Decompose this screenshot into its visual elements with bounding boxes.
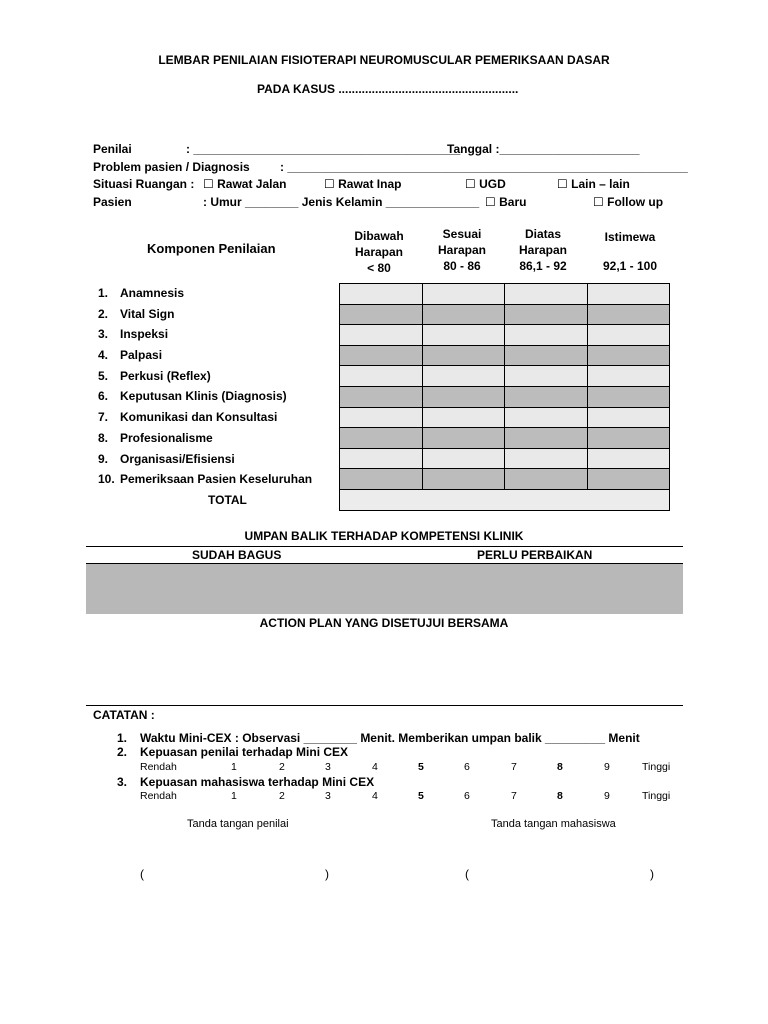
feedback-box[interactable] bbox=[86, 564, 683, 614]
table-row bbox=[340, 345, 670, 366]
column-header-line: 80 - 86 bbox=[443, 259, 481, 273]
checkbox-icon: ☐ bbox=[557, 177, 568, 191]
score-cell[interactable] bbox=[505, 407, 588, 428]
score-cell[interactable] bbox=[422, 325, 505, 346]
checkbox-icon: ☐ bbox=[203, 177, 214, 191]
score-cell[interactable] bbox=[587, 345, 670, 366]
score-cell[interactable] bbox=[340, 304, 423, 325]
column-header-line: 92,1 - 100 bbox=[602, 259, 658, 273]
note-time[interactable]: Waktu Mini-CEX : Observasi ________ Menit. Memberikan umpan balik _________ Menit bbox=[140, 731, 640, 745]
scale-option[interactable]: 7 bbox=[511, 761, 517, 773]
row-label-keputusan-klinis: Keputusan Klinis (Diagnosis) bbox=[120, 389, 287, 403]
scale-option[interactable]: 8 bbox=[557, 790, 563, 802]
note-number: 3. bbox=[117, 775, 128, 789]
table-row bbox=[340, 469, 670, 490]
column-header-diatas bbox=[499, 226, 587, 274]
scale-option[interactable]: 9 bbox=[604, 761, 610, 773]
score-cell[interactable] bbox=[422, 386, 505, 407]
table-row bbox=[340, 304, 670, 325]
option-label: Rawat Inap bbox=[338, 177, 402, 191]
row-number: 10. bbox=[98, 472, 115, 486]
score-cell[interactable] bbox=[422, 407, 505, 428]
situasi-label: Situasi Ruangan : bbox=[93, 177, 195, 191]
score-cell[interactable] bbox=[340, 386, 423, 407]
score-cell[interactable] bbox=[340, 428, 423, 449]
tanggal-field[interactable]: Tanggal :_____________________ bbox=[447, 142, 640, 156]
note-assessor-satisfaction: Kepuasan penilai terhadap Mini CEX bbox=[140, 745, 349, 759]
scale-option[interactable]: 7 bbox=[511, 790, 517, 802]
score-cell[interactable] bbox=[340, 469, 423, 490]
score-cell[interactable] bbox=[422, 304, 505, 325]
column-header-line: 86,1 - 92 bbox=[519, 259, 567, 273]
scale-option[interactable]: 4 bbox=[372, 790, 378, 802]
note-student-satisfaction: Kepuasan mahasiswa terhadap Mini CEX bbox=[140, 775, 375, 789]
checkbox-icon: ☐ bbox=[324, 177, 335, 191]
row-label-palpasi: Palpasi bbox=[120, 348, 163, 362]
pasien-label: Pasien bbox=[93, 195, 132, 209]
table-row bbox=[340, 448, 670, 469]
komponen-header: Komponen Penilaian bbox=[147, 241, 276, 256]
score-cell[interactable] bbox=[422, 448, 505, 469]
checkbox-icon: ☐ bbox=[593, 195, 604, 209]
penilai-field[interactable]: : ________________________________________ bbox=[186, 142, 461, 156]
checkbox-icon: ☐ bbox=[465, 177, 476, 191]
student-signature-close: ) bbox=[650, 867, 654, 881]
notes-title: CATATAN : bbox=[93, 708, 155, 722]
score-cell[interactable] bbox=[422, 469, 505, 490]
table-row bbox=[340, 386, 670, 407]
total-cell[interactable] bbox=[339, 489, 670, 511]
divider bbox=[86, 705, 683, 706]
action-plan-title: ACTION PLAN YANG DISETUJUI BERSAMA bbox=[259, 616, 509, 630]
row-label-perkusi: Perkusi (Reflex) bbox=[120, 369, 211, 383]
student-signature-label: Tanda tangan mahasiswa bbox=[491, 818, 616, 830]
row-label-organisasi: Organisasi/Efisiensi bbox=[120, 452, 235, 466]
row-number: 8. bbox=[98, 431, 109, 445]
option-label: UGD bbox=[479, 177, 506, 191]
option-label: Rawat Jalan bbox=[217, 177, 287, 191]
score-cell[interactable] bbox=[505, 304, 588, 325]
column-header-istimewa bbox=[586, 229, 674, 274]
total-label: TOTAL bbox=[208, 493, 247, 507]
row-number: 7. bbox=[98, 410, 109, 424]
column-header-line bbox=[586, 245, 674, 258]
option-rawat-inap[interactable] bbox=[324, 177, 401, 191]
option-baru[interactable] bbox=[485, 195, 526, 209]
row-number: 1. bbox=[98, 286, 109, 300]
scale-high-label: Tinggi bbox=[642, 790, 671, 802]
option-label: Lain – lain bbox=[571, 177, 630, 191]
column-header-line: < 80 bbox=[367, 261, 391, 275]
note-number: 1. bbox=[117, 731, 128, 745]
case-line: PADA KASUS ...................................................... bbox=[257, 82, 519, 96]
score-cell[interactable] bbox=[422, 284, 505, 305]
problem-label: Problem pasien / Diagnosis bbox=[93, 160, 250, 174]
score-cell[interactable] bbox=[587, 386, 670, 407]
score-cell[interactable] bbox=[505, 469, 588, 490]
score-cell[interactable] bbox=[505, 428, 588, 449]
table-row bbox=[340, 284, 670, 305]
score-cell[interactable] bbox=[505, 325, 588, 346]
improve-header: PERLU PERBAIKAN bbox=[477, 548, 593, 562]
scale-option[interactable]: 1 bbox=[231, 790, 237, 802]
score-cell[interactable] bbox=[505, 386, 588, 407]
problem-field[interactable]: : ____________________________________________________________ bbox=[280, 160, 688, 174]
score-cell[interactable] bbox=[340, 366, 423, 387]
column-header-line: Harapan bbox=[354, 245, 404, 259]
option-label: Baru bbox=[499, 195, 527, 209]
option-lain[interactable] bbox=[557, 177, 630, 191]
page-title: LEMBAR PENILAIAN FISIOTERAPI NEUROMUSCULAR PEMERIKSAAN DASAR bbox=[158, 53, 610, 67]
penilai-label: Penilai bbox=[93, 142, 132, 156]
score-cell[interactable] bbox=[340, 284, 423, 305]
score-cell[interactable] bbox=[422, 345, 505, 366]
score-cell[interactable] bbox=[505, 448, 588, 469]
row-number: 5. bbox=[98, 369, 109, 383]
row-number: 9. bbox=[98, 452, 109, 466]
row-number: 3. bbox=[98, 327, 109, 341]
score-cell[interactable] bbox=[505, 284, 588, 305]
score-cell[interactable] bbox=[587, 428, 670, 449]
scale-option[interactable]: 2 bbox=[279, 790, 285, 802]
checkbox-icon: ☐ bbox=[485, 195, 496, 209]
score-cell[interactable] bbox=[587, 325, 670, 346]
table-row bbox=[340, 325, 670, 346]
divider bbox=[86, 546, 683, 547]
column-header-sesuai bbox=[418, 226, 506, 274]
option-label: Follow up bbox=[607, 195, 664, 209]
row-label-vital-sign: Vital Sign bbox=[120, 307, 175, 321]
score-cell[interactable] bbox=[587, 469, 670, 490]
table-row bbox=[340, 428, 670, 449]
score-cell[interactable] bbox=[587, 284, 670, 305]
option-ugd[interactable] bbox=[465, 177, 506, 191]
scale-high-label: Tinggi bbox=[642, 761, 671, 773]
option-rawat-jalan[interactable] bbox=[203, 177, 286, 191]
assessor-signature-close: ) bbox=[325, 867, 329, 881]
scale-option[interactable]: 5 bbox=[418, 790, 424, 802]
score-cell[interactable] bbox=[340, 345, 423, 366]
score-cell[interactable] bbox=[340, 448, 423, 469]
column-header-line: Harapan bbox=[518, 243, 568, 257]
row-label-anamnesis: Anamnesis bbox=[120, 286, 185, 300]
scale-option[interactable]: 9 bbox=[604, 790, 610, 802]
row-label-profesionalisme: Profesionalisme bbox=[120, 431, 213, 445]
table-row bbox=[340, 407, 670, 428]
score-cell[interactable] bbox=[505, 366, 588, 387]
score-cell[interactable] bbox=[505, 345, 588, 366]
feedback-title: UMPAN BALIK TERHADAP KOMPETENSI KLINIK bbox=[244, 529, 524, 543]
row-label-komunikasi: Komunikasi dan Konsultasi bbox=[120, 410, 278, 424]
column-header-dibawah bbox=[335, 228, 423, 276]
scale-option[interactable]: 3 bbox=[325, 790, 331, 802]
scale-option[interactable]: 5 bbox=[418, 761, 424, 773]
assessor-signature-open: ( bbox=[140, 867, 144, 881]
score-cell[interactable] bbox=[587, 448, 670, 469]
scale-low-label: Rendah bbox=[140, 790, 177, 802]
score-cell[interactable] bbox=[340, 407, 423, 428]
scale-option[interactable]: 8 bbox=[557, 761, 563, 773]
row-label-pemeriksaan: Pemeriksaan Pasien Keseluruhan bbox=[120, 472, 313, 486]
scale-low-label: Rendah bbox=[140, 761, 177, 773]
row-number: 4. bbox=[98, 348, 109, 362]
scale-option[interactable]: 3 bbox=[325, 761, 331, 773]
score-cell[interactable] bbox=[422, 428, 505, 449]
score-cell[interactable] bbox=[587, 304, 670, 325]
scale-option[interactable]: 6 bbox=[464, 790, 470, 802]
table-row bbox=[340, 366, 670, 387]
column-header-line: Istimewa bbox=[604, 230, 656, 244]
column-header-line: Diatas bbox=[524, 227, 562, 241]
scale-option[interactable]: 1 bbox=[231, 761, 237, 773]
student-signature-open: ( bbox=[465, 867, 469, 881]
score-cell[interactable] bbox=[587, 407, 670, 428]
scale-option[interactable]: 4 bbox=[372, 761, 378, 773]
score-grid bbox=[339, 283, 670, 490]
row-label-inspeksi: Inspeksi bbox=[120, 327, 169, 341]
note-number: 2. bbox=[117, 745, 128, 759]
option-follow-up[interactable] bbox=[593, 195, 663, 209]
column-header-line: Sesuai bbox=[442, 227, 482, 241]
scale-option[interactable]: 2 bbox=[279, 761, 285, 773]
score-cell[interactable] bbox=[422, 366, 505, 387]
good-header: SUDAH BAGUS bbox=[192, 548, 282, 562]
row-number: 6. bbox=[98, 389, 109, 403]
column-header-line: Dibawah bbox=[354, 229, 404, 243]
pasien-field[interactable]: : Umur ________ Jenis Kelamin ______________ bbox=[203, 195, 480, 209]
score-cell[interactable] bbox=[340, 325, 423, 346]
column-header-line: Harapan bbox=[437, 243, 487, 257]
scale-option[interactable]: 6 bbox=[464, 761, 470, 773]
assessor-signature-label: Tanda tangan penilai bbox=[187, 818, 289, 830]
row-number: 2. bbox=[98, 307, 109, 321]
score-cell[interactable] bbox=[587, 366, 670, 387]
